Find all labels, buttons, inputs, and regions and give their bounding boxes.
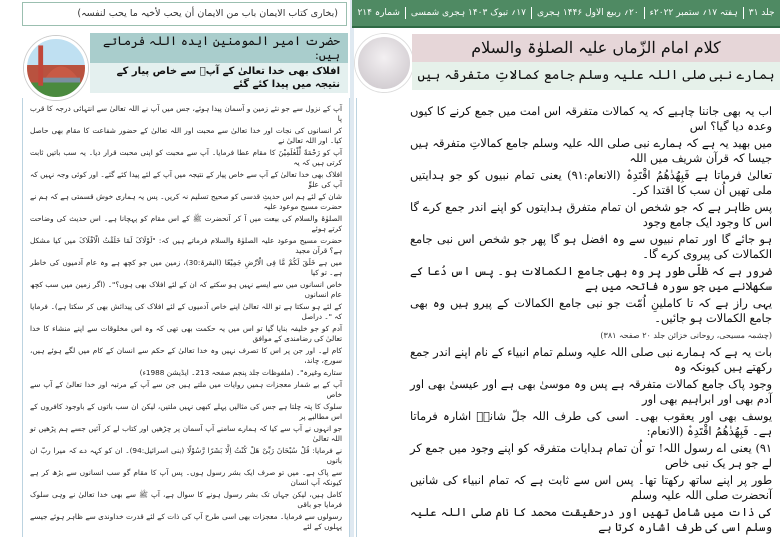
text-line: آپ کو رَحْمَةً لِّلْعٰلَمِیْنَ کا مقام عطا فرمایا۔ آپ سے محبت کو اپنی محبت قرار دیا۔ یہ سب باتیں ثابت کرتی ہیں کہ یہ [30, 148, 342, 167]
text-line: میں ہے خَلَقَ لَکُمْ مَّا فِی الْاَرْضِ جَمِیْعًا (البقرۃ:30)، زمین میں جو کچھ ہے وہ عام آدمیوں کی خاطر ہے۔ تو کیا [30, 258, 342, 277]
text-line: کام لے۔ اور جن پر اس کا تصرف نہیں وہ خدا تعالیٰ کے حکم سے انسان کے کام میں لگے ہوئے ہیں، سورج، چاند، [30, 346, 342, 365]
text-line: اب یہ بھی جاننا چاہیے کہ یہ کمالات متفرقہ اس امت میں جمع کرنے کا کیوں وعدہ دیا گیا؟ اس [410, 105, 772, 133]
text-line: نے فرمایا: قُلْ سُبْحَانَ رَبِّیْ هَلْ کُنْتُ اِلَّا بَشَرًا رَّسُوْلًا (بنی اسرائیل:94)۔ ان کو کہہ دے کہ میرا ربّ ان باتوں [30, 446, 342, 465]
text-line: ۹۱) یعنی اے رسول اللہ! تو اُن تمام ہدایات متفرقہ کو اپنے وجود میں جمع کر لے جو ہر یک نبی خاص [410, 442, 772, 470]
text-line: وجود پاک جامع کمالات متفرقہ ہے پس وہ موسیٰ بھی ہے اور عیسیٰ بھی اور آدم بھی اور ابراہیم بھی اور [410, 378, 772, 406]
left-section-subtitle-band [90, 63, 348, 93]
right-section-subtitle: ہمارے نبی صلی اللہ علیہ وسلم جامع کمالاتِ متفرقہ ہیں [412, 62, 780, 90]
left-section-title-band [90, 33, 348, 63]
shamsi-date: ۱۷؍ تبوک ۱۴۰۳ ہجری شمسی [405, 7, 531, 19]
text-line: افلاک بھی خدا تعالیٰ کے آپ سے خاص پیار کے نتیجہ میں آپ کے لئے پیدا کئے گئے۔ اور کوئی وجہ نہیں کہ آپ کی علوِّ [30, 170, 342, 189]
hijri-date: ۲۰؍ ربیع الاول ۱۴۴۶ ہجری [531, 7, 644, 19]
text-line: پس ظاہر ہے کہ جو شخص ان تمام متفرق ہدایتوں کو اپنے اندر جمع کرے گا اس کا وجود ایک جامع وجود [410, 201, 772, 229]
text-line: سے پاک ہے۔ میں تو صرف ایک بشر رسول ہوں۔ پس آپ کا مقام گو سب انسانوں سے بڑھ کر ہے کیونکہ آپ انسان [30, 468, 342, 487]
citation-text: (بخاری کتاب الایمان باب من الایمان أن یحب لأخیہ ما یحب لنفسہ) [77, 8, 338, 19]
text-line: شان کے لئے ہم اس حدیثِ قدسی کو صحیح تسلیم نہ کریں۔ پس یہ ہماری خوش قسمتی ہے کہ ہم نے حضرت مسیح موعود علیہ [30, 192, 342, 211]
text-line: ضرور ہے کہ ظلّی طور پر وہ بھی جامع الکمالات ہو۔ پس اس دُعا کے سکھلانے میں جو سورہ فاتحہ میں ہے [410, 265, 772, 293]
text-line: کامل ہیں، لیکن جہاں تک بشر رسول ہونے کا سوال ہے، آپ ﷺ سے بھی خدا تعالیٰ نے وہی سلوک فرمایا جو باقی [30, 490, 342, 509]
text-line: طور پر اپنے ساتھ رکھتا تھا۔ پس اس سے ثابت ہے کہ تمام انبیاء کی شانیں آنحضرت صلی اللہ علیہ وسلم [410, 474, 772, 502]
gregorian-date: ہفتہ ۱۷؍ ستمبر ۲۰۲۲ء [644, 7, 743, 19]
text-line: کے لئے ہو سکتا ہے تو اللہ تعالیٰ اپنے خاص آدمیوں کے لئے افلاک کی پیدائش بھی کر سکتا ہے)۔ فرمایا کہ "۔ دراصل [30, 302, 342, 321]
column-divider [350, 0, 354, 537]
left-section-title: حضرت امیر المومنین ایدہ اللہ فرماتے ہیں: [102, 34, 340, 62]
hadith-citation [22, 2, 347, 26]
text-line: تعالیٰ فرماتا ہے فَبِھُدٰھُمُ اقْتَدِہْ (الانعام:۹۱) یعنی تمام نبیوں کو جو ہدایتیں ملی تھیں اُن سب کا اقتدا کر۔ [410, 169, 772, 197]
text-line: ستارے وغیرہ"۔ (ملفوظات جلد پنجم صفحہ 213۔ ایڈیشن 1988ء) [139, 368, 342, 377]
text-line: کر انسانوں کی نجات اور خدا تعالیٰ سے محبت اور اللہ تعالیٰ کے حضور شفاعت کا مقام بھی حاصل کیا۔ اور اللہ تعالیٰ نے [30, 126, 342, 145]
text-line: ہو جائے گا اور تمام نبیوں سے وہ افضل ہو گا پھر جو شخص اس نبی جامع الکمالات کی پیروی کرے گا۔ [410, 233, 772, 261]
text-line: رسولوں سے فرمایا۔ معجزات بھی اسی طرح آپ کی ذات کے لئے قدرت خداوندی سے ظاہر ہوئے جیسے پہلوں کے لئے [30, 512, 342, 531]
dateline-bar [352, 0, 780, 28]
issue-number: شمارہ ۲۱۴ [357, 8, 400, 18]
reference: (چشمہ مسیحی، روحانی خزائن جلد ۲۰ صفحہ ۳۸۱) [600, 331, 772, 340]
text-line: آپ کے بے شمار معجزات ہمیں روایات میں ملتے ہیں جن سے آپ کے مرتبہ اور خدا تعالیٰ کے آپ سے خاص [30, 380, 342, 399]
mosque-dome-image [24, 36, 88, 100]
text-line: یہی راز ہے کہ تا کاملینِ اُمّت جو نبی جامع الکمالات کے پیرو ہیں وہ بھی جامع الکمالات ہو جائیں۔ [410, 297, 772, 325]
text-line: آپ کے نزول سے جو نئے زمین و آسمان پیدا ہوئے، جس میں آپ نے اللہ تعالیٰ سے انتہائی درجہ کا قرب پا [30, 104, 342, 123]
right-body-text [410, 104, 772, 537]
text-line: میں بھید یہ ہے کہ ہمارے نبی صلی اللہ علیہ وسلم جامع کمالاتِ متفرقہ ہیں جیسا کہ قرآن شریف میں اللہ [410, 137, 772, 165]
text-line: بات یہ ہے کہ ہمارے نبی صلی اللہ علیہ وسلم تمام انبیاء کے نام اپنے اندر جمع رکھتے ہیں کیونکہ وہ [410, 346, 772, 374]
text-line: حضرت مسیح موعود علیہ الصلوٰۃ والسلام فرماتے ہیں کہ: "لَوْلَاکَ لَمَا خَلَقْتُ الْاَفْلَاکَ میں کیا مشکل ہے؟ قرآن مجید [30, 236, 342, 255]
mosque-dome-icon [27, 39, 85, 97]
text-line: سلوک کا پتہ چلتا ہے جس کی مثالیں پہلے کبھی نہیں ملتیں، لیکن ان سب باتوں کے باوجود کافروں کے اس مطالبے پر [30, 402, 342, 421]
text-line: خاص انسانوں میں سے ایسے نہیں ہو سکتے کہ ان کے لئے افلاک بھی ہوں؟"۔ (اگر زمین میں سب کچھ عام انسانوں [30, 280, 342, 299]
text-line: جو انہوں نے آپ سے کیا کہ ہمارے سامنے آپ آسمان پر چڑھیں اور کتاب لے کر آئیں جسے ہم پڑھیں تو اللہ تعالیٰ [30, 424, 342, 443]
text-line: الصلوٰۃ والسلام کی بیعت میں آ کر آنحضرت ﷺ کے اس مقام کو پہچانا ہے۔ اس حدیث کی وضاحت کرتے ہوئے [30, 214, 342, 233]
text-line: آدم کو جو خلیفہ بنایا گیا تو اس میں یہ حکمت بھی تھی کہ وہ اس مخلوقات سے اپنے منشاء کا خدا تعالیٰ کی رضامندی کے موافق [30, 324, 342, 343]
text-line: یوسف بھی اور یعقوب بھی۔ اسی کی طرف اللہ جلّ شانہٗ اشارہ فرماتا ہے۔ فَبِھُدٰھُمُ اقْتَدِہْ (الانعام: [410, 410, 772, 438]
right-section-title: کلام امام الزّماں علیہ الصلوٰۃ والسلام [412, 34, 780, 62]
text-line: کی ذات میں شامل تھیں اور درحقیقت محمد کا نام صلی اللہ علیہ وسلم اسی کی طرف اشارہ کرتا ہے [410, 506, 772, 534]
left-section-subtitle: افلاک بھی خدا تعالیٰ کے آپؐ سے خاص پیار کے نتیجہ میں پیدا کئے گئے [116, 66, 340, 90]
mosque-minaret-image [355, 34, 413, 92]
volume: جلد ۳۱ [743, 7, 780, 19]
